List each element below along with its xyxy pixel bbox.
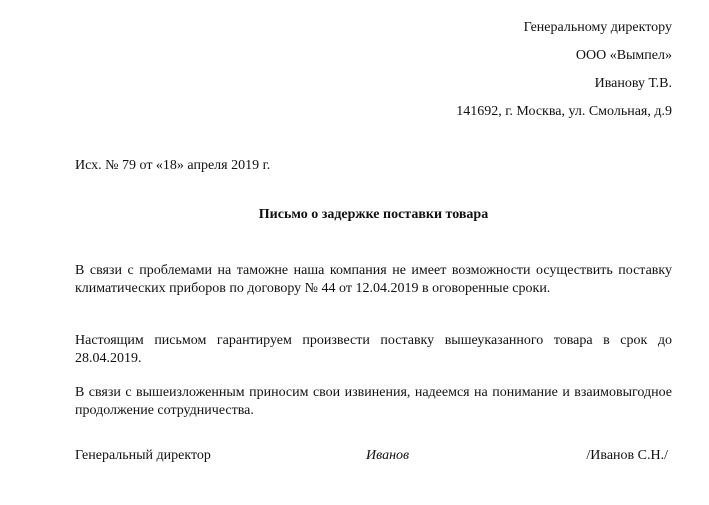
paragraph-customs-delay: В связи с проблемами на таможне наша компания не имеет возможности осуществить поставку климатических приборов по договору № 44 от 12.04.2019 в оговоренные сроки. <box>75 263 672 296</box>
paragraph-apology: В связи с вышеизложенным приносим свои извинения, надеемся на понимание и взаимовыгодное продолжение сотрудничества. <box>75 385 672 418</box>
addressee-block <box>456 14 672 126</box>
signature-position: Генеральный директор <box>75 448 211 463</box>
paragraph-delivery-guarantee: Настоящим письмом гарантируем произвести поставку вышеуказанного товара в срок до 28.04.2019. <box>75 333 672 366</box>
signature-name: /Иванов С.Н./ <box>586 448 668 463</box>
signature-handwritten: Иванов <box>366 448 410 463</box>
addressee-company: ООО «Вымпел» <box>575 48 672 63</box>
addressee-position: Генеральному директору <box>523 20 672 35</box>
addressee-name: Иванову Т.В. <box>594 76 672 91</box>
letter-title: Письмо о задержке поставки товара <box>258 207 489 222</box>
signature-block <box>75 448 672 468</box>
addressee-address: 141692, г. Москва, ул. Смольная, д.9 <box>456 104 672 119</box>
outgoing-reference: Исх. № 79 от «18» апреля 2019 г. <box>75 158 271 173</box>
